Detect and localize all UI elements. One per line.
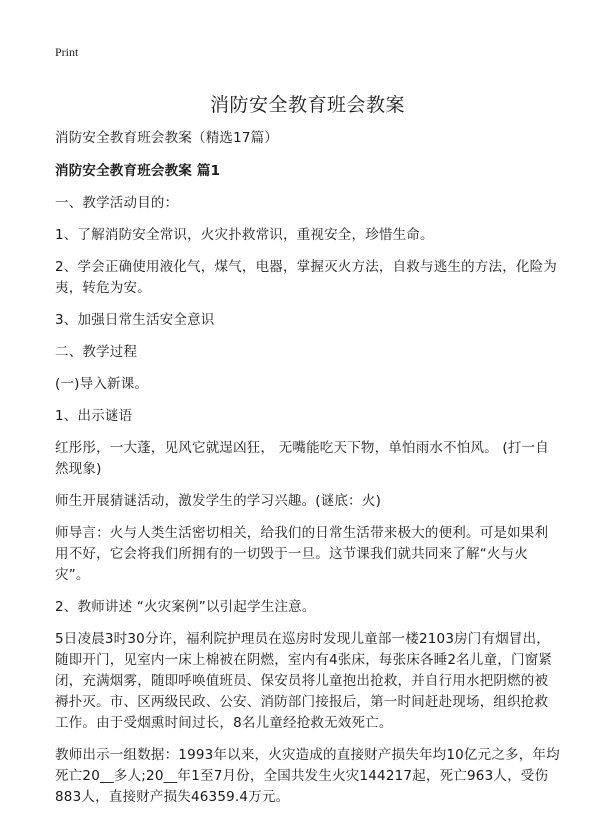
paragraph-intro-heading: (一)导入新课。	[55, 376, 149, 392]
paragraph-riddle-heading: 1、出示谜语	[55, 408, 133, 424]
paragraph-teacher-intro: 师导言：火与人类生活密切相关，给我们的日常生活带来极大的便利。可是如果利用不好，它会将我们所拥有的一切毁于一旦。这节课我们就共同来了解“火与火灾”。	[55, 525, 549, 583]
paragraph-objective-1: 1、了解消防安全常识，火灾扑救常识，重视安全，珍惜生命。	[55, 227, 434, 243]
print-label: Print	[55, 45, 79, 59]
paragraph-riddle-activity: 师生开展猜谜活动，激发学生的学习兴趣。(谜底：火)	[55, 493, 382, 509]
paragraph-process-heading: 二、教学过程	[55, 344, 138, 360]
paragraph-objectives-heading: 一、教学活动目的：	[55, 195, 179, 211]
paragraph-case-story: 5日凌晨3时30分许，福利院护理员在巡房时发现儿童部一楼2103房门有烟冒出，随即开门，见室内一床上棉被在阴燃，室内有4张床，每张床各睡2名儿童，门窗紧闭，充满烟雾，随即呼唤值班员、保安员将儿童抱出抢救，并自行用水把阴燃的被褥扑灭。市、区两级民政、公安、消防部门接报后，第一时间赶赴现场，组织抢救工作。由于受烟熏时间过长，8名儿童经抢救无效死亡。	[55, 631, 553, 731]
paragraph-objective-3: 3、加强日常生活安全意识	[55, 312, 215, 328]
paragraph-riddle: 红彤彤，一大蓬，见风它就逞凶狂， 无嘴能吃天下物，单怕雨水不怕风。 (打一自然现象)	[55, 440, 549, 477]
document-title: 消防安全教育班会教案	[209, 94, 405, 116]
section-heading: 消防安全教育班会教案 篇1	[55, 163, 221, 179]
paragraph-objective-2: 2、学会正确使用液化气，煤气，电器，掌握灭火方法，自救与逃生的方法，化险为夷，转危为安。	[55, 259, 557, 296]
document-subtitle: 消防安全教育班会教案（精选17篇）	[55, 130, 279, 146]
paragraph-case-heading: 2、教师讲述 “火灾案例”以引起学生注意。	[55, 599, 316, 615]
paragraph-statistics: 教师出示一组数据：1993年以来，火灾造成的直接财产损失年均10亿元之多，年均死亡20__多人;20__年1至7月份，全国共发生火灾144217起，死亡963人，受伤883人，直接财产损失46359.4万元。	[55, 747, 560, 805]
